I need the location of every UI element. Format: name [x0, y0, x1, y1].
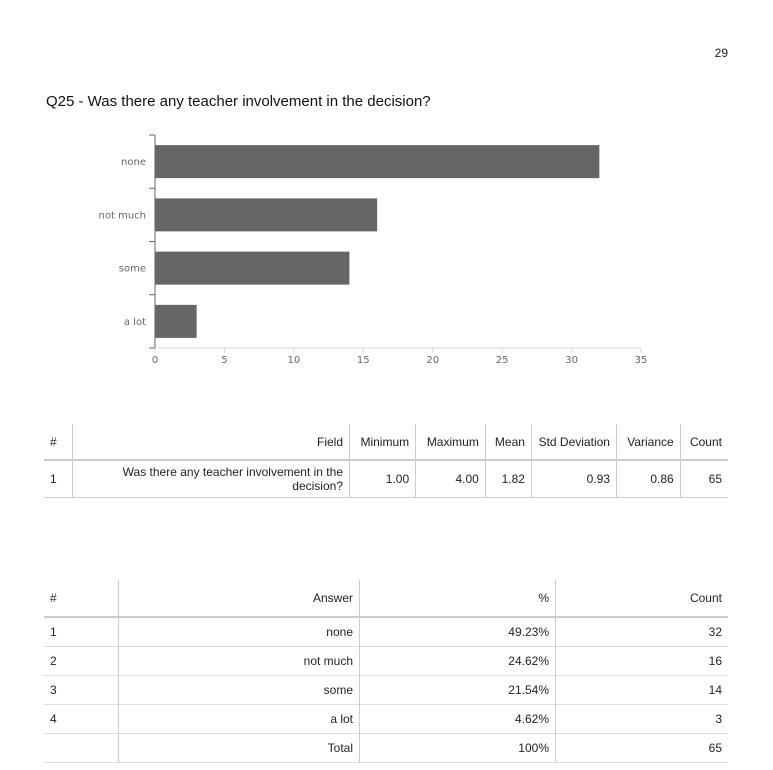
stats-row — [44, 460, 728, 498]
x-tick-label: 5 — [221, 355, 228, 366]
answer-row — [44, 617, 728, 647]
bar — [155, 305, 197, 338]
answer-cell-answer: some — [119, 676, 360, 705]
y-tick-label: none — [121, 157, 146, 169]
x-tick-label: 10 — [287, 355, 301, 366]
stats-header-std-deviation: Std Deviation — [531, 424, 616, 460]
answer-cell-count: 32 — [556, 617, 729, 647]
answer-row — [44, 647, 728, 676]
stats-header-mean: Mean — [485, 424, 531, 460]
answer-cell-answer: none — [119, 617, 360, 647]
answer-cell-number: 1 — [50, 625, 57, 639]
stats-header-variance: Variance — [616, 424, 680, 460]
stats-header-count: Count — [680, 424, 728, 460]
answer-cell-percent: 49.23% — [360, 617, 556, 647]
answer-cell-percent: 4.62% — [360, 705, 556, 734]
answer-total-label: Total — [119, 734, 360, 763]
stats-header-field: Field — [73, 424, 350, 460]
page-number: 29 — [714, 46, 728, 60]
question-title: Q25 - Was there any teacher involvement in the decision? — [46, 93, 431, 110]
bar — [155, 145, 599, 178]
answer-row — [44, 676, 728, 705]
x-tick-label: 0 — [151, 355, 159, 366]
answer-total-row — [44, 734, 728, 763]
stats-cell-number: 1 — [50, 472, 57, 486]
answer-cell-percent: 21.54% — [360, 676, 556, 705]
answer-cell-number: 4 — [50, 712, 57, 726]
bar — [155, 198, 377, 231]
stats-cell-maximum: 4.00 — [416, 460, 486, 498]
stats-header-number: # — [50, 434, 57, 449]
answer-cell-percent: 24.62% — [360, 647, 556, 676]
stats-cell-mean: 1.82 — [485, 460, 531, 498]
answer-cell-number: 2 — [50, 654, 57, 668]
stats-cell-minimum: 1.00 — [350, 460, 416, 498]
x-tick-label: 25 — [495, 355, 509, 366]
answer-header-answer: Answer — [119, 580, 360, 617]
answer-cell-count: 16 — [556, 647, 729, 676]
answer-cell-answer: not much — [119, 647, 360, 676]
answer-total-percent: 100% — [360, 734, 556, 763]
stats-cell-variance: 0.86 — [616, 460, 680, 498]
stats-cell-field: Was there any teacher involvement in the decision? — [73, 460, 350, 498]
answer-table — [44, 580, 728, 763]
stats-table — [44, 424, 728, 498]
stats-cell-std-deviation: 0.93 — [531, 460, 616, 498]
answer-total-number — [44, 734, 119, 763]
answer-header-row — [44, 580, 728, 617]
answer-header-number: # — [50, 591, 57, 605]
stats-header-maximum: Maximum — [416, 424, 486, 460]
answer-header-percent: % — [360, 580, 556, 617]
y-tick-label: a lot — [123, 316, 146, 328]
answer-cell-number: 3 — [50, 683, 57, 697]
bar-chart — [90, 125, 660, 375]
y-tick-label: some — [118, 263, 146, 275]
stats-header-minimum: Minimum — [350, 424, 416, 460]
x-tick-label: 35 — [634, 355, 648, 366]
bar — [155, 252, 349, 285]
x-tick-label: 20 — [426, 355, 440, 366]
answer-cell-answer: a lot — [119, 705, 360, 734]
stats-header-row — [44, 424, 728, 460]
answer-cell-count: 14 — [556, 676, 729, 705]
x-tick-label: 15 — [356, 355, 370, 366]
answer-cell-count: 3 — [556, 705, 729, 734]
stats-cell-count: 65 — [680, 460, 728, 498]
answer-row — [44, 705, 728, 734]
answer-header-count: Count — [556, 580, 729, 617]
x-tick-label: 30 — [565, 355, 578, 366]
y-tick-label: not much — [98, 210, 146, 222]
answer-total-count: 65 — [556, 734, 729, 763]
